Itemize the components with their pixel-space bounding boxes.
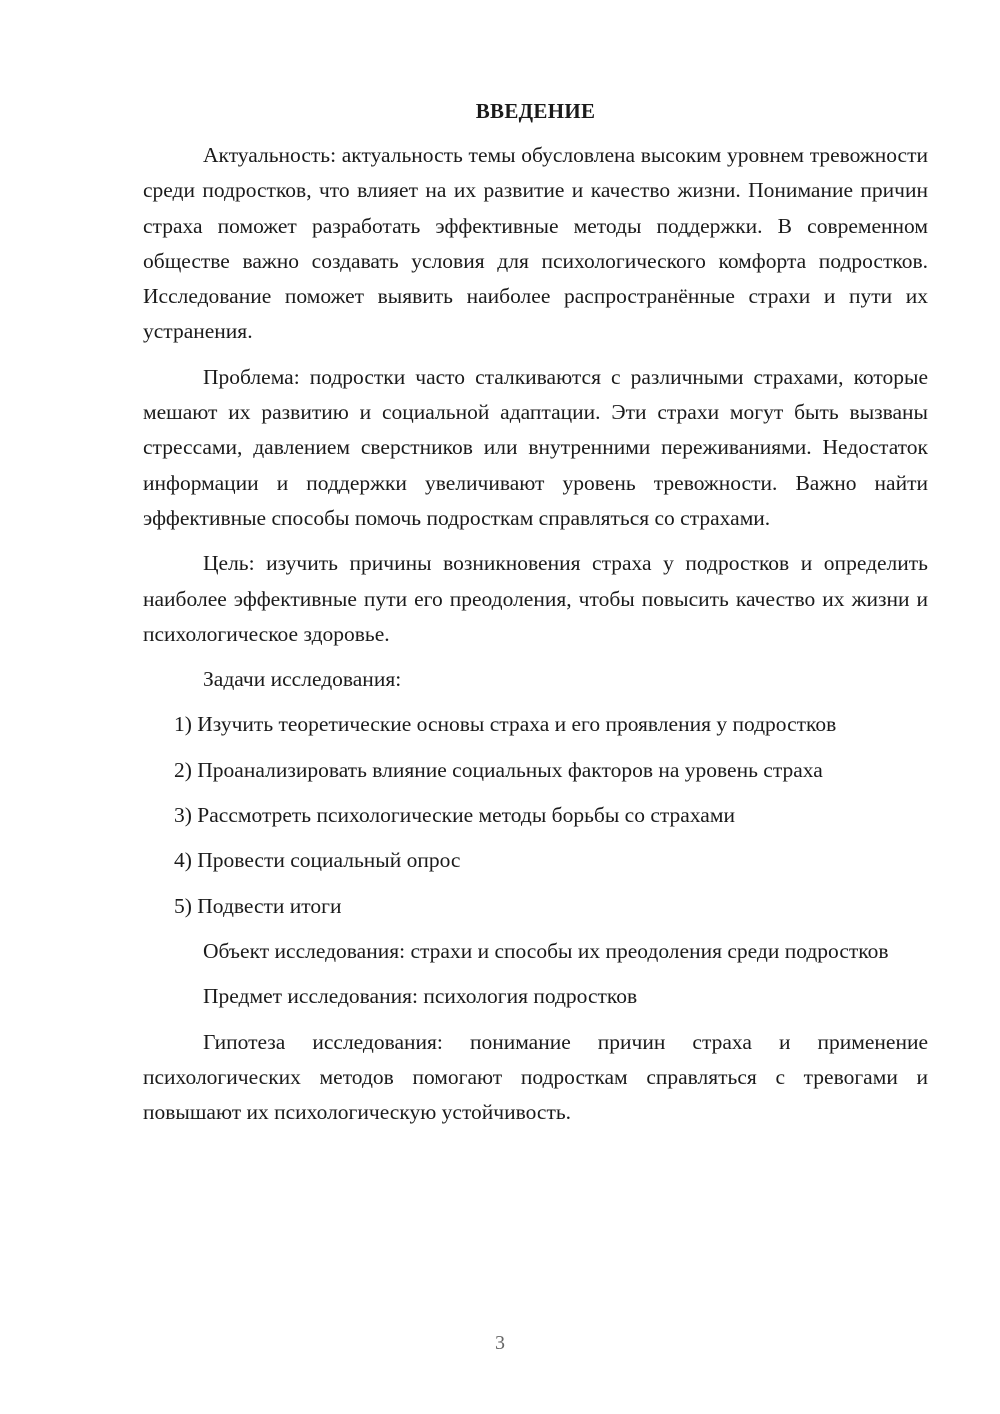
hypothesis-paragraph: Гипотеза исследования: понимание причин страха и применение психологических методов помогают подросткам справляться с тревогами и повышают их психологическую устойчивость. [143, 1029, 928, 1125]
goal-paragraph: Цель: изучить причины возникновения страха у подростков и определить наиболее эффективные пути его преодоления, чтобы повысить качество их жизни и психологическое здоровье. [143, 551, 928, 646]
page-number: 3 [495, 1332, 505, 1354]
tasks-list [143, 707, 928, 923]
subject-paragraph: Предмет исследования: психология подростков [203, 984, 638, 1009]
list-item: 4) Провести социальный опрос [174, 848, 461, 873]
list-item: 2) Проанализировать влияние социальных факторов на уровень страха [174, 757, 823, 782]
list-item: 3) Рассмотреть психологические методы борьбы со страхами [174, 803, 735, 828]
document-page [143, 96, 928, 1130]
list-item: 1) Изучить теоретические основы страха и его проявления у подростков [174, 712, 837, 737]
tasks-heading: Задачи исследования: [203, 667, 402, 692]
problem-paragraph: Проблема: подростки часто сталкиваются с различными страхами, которые мешают их развитию и социальной адаптации. Эти страхи могут быть вызваны стрессами, давлением сверстников или внутренними переживаниями. Недостаток информации и поддержки увеличивают уровень тревожности. Важно найти эффективные способы помочь подросткам справляться со страхами. [143, 364, 928, 530]
relevance-paragraph: Актуальность: актуальность темы обусловлена высоким уровнем тревожности среди подростков, что влияет на их развитие и качество жизни. Понимание причин страха поможет разработать эффективные методы поддержки. В современном обществе важно создавать условия для психологического комфорта подростков. Исследование поможет выявить наиболее распространённые страхи и пути их устранения. [143, 143, 928, 344]
section-title: ВВЕДЕНИЕ [475, 99, 596, 123]
object-paragraph: Объект исследования: страхи и способы их преодоления среди подростков [203, 938, 889, 963]
list-item: 5) Подвести итоги [174, 893, 342, 918]
